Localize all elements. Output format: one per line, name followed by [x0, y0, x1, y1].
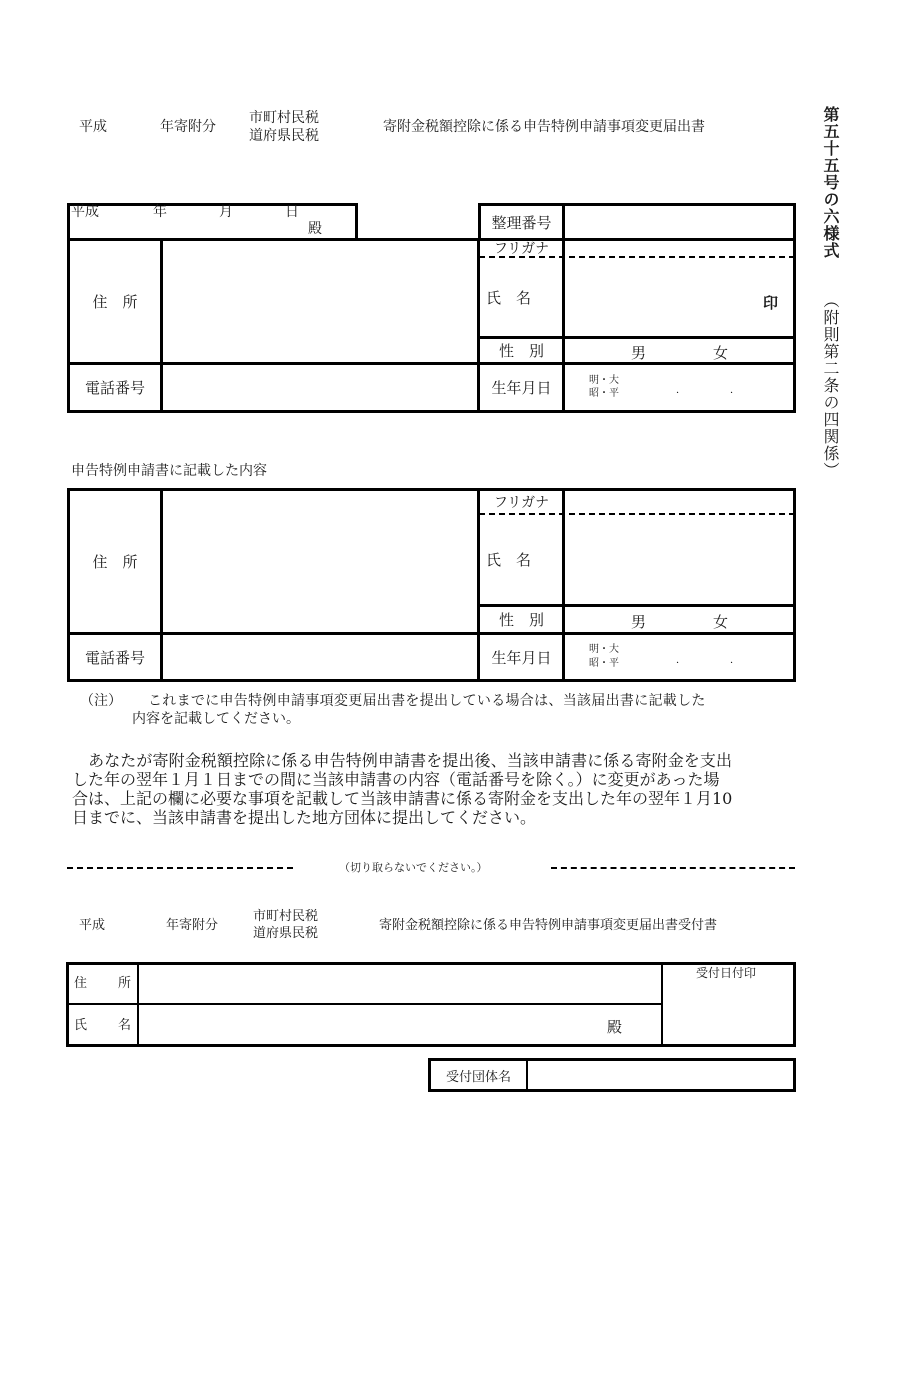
header-year-suffix: 年寄附分	[160, 119, 216, 135]
birth-date-separator: ．	[730, 655, 740, 666]
form-number-note: （附則第二条の四関係）	[821, 292, 840, 479]
phone-label: 電話番号	[84, 379, 145, 397]
date-month[interactable]: 月	[219, 204, 233, 220]
birth-era-options-1[interactable]: 明・大	[589, 375, 619, 386]
birth-date-separator: ．	[676, 385, 686, 396]
receipt-tax-type-municipal: 市町村民税	[253, 909, 319, 924]
prev-furigana-field[interactable]	[566, 491, 793, 512]
header-tax-type-municipal: 市町村民税	[249, 110, 319, 126]
prev-birth-label: 生年月日	[491, 648, 552, 667]
prev-gender-option-female[interactable]: 女	[713, 613, 729, 631]
instructions-line-3: 合は、上記の欄に必要な事項を記載して当該申請書に係る寄附金を支出した年の翌年１月10	[72, 789, 733, 808]
receipt-honorific: 殿	[607, 1018, 623, 1036]
phone-field[interactable]	[164, 365, 476, 410]
address-label: 住 所	[92, 293, 138, 311]
date-honorific: 殿	[308, 221, 322, 237]
receipt-tax-type-prefectural: 道府県民税	[253, 926, 319, 941]
gender-option-male[interactable]: 男	[631, 344, 647, 362]
date-era: 平成	[71, 204, 99, 220]
page-title: 寄附金税額控除に係る申告特例申請事項変更届出書	[383, 119, 705, 135]
date-year[interactable]: 年	[153, 204, 167, 220]
header-era: 平成	[79, 119, 107, 135]
furigana-label: フリガナ	[493, 241, 550, 257]
receipt-name-label-1: 氏	[74, 1018, 88, 1033]
name-label: 氏 名	[485, 288, 531, 307]
birth-label: 生年月日	[491, 379, 552, 397]
note-line-1: これまでに申告特例申請事項変更届出書を提出している場合は、当該届出書に記載した	[148, 693, 706, 709]
receipt-stamp-area	[664, 982, 793, 1044]
instructions-line-4: 日までに、当該申請書を提出した地方団体に提出してください。	[72, 808, 537, 827]
gender-label: 性 別	[498, 342, 544, 360]
prev-address-label: 住 所	[92, 553, 138, 571]
prev-gender-option-male[interactable]: 男	[631, 613, 647, 631]
instructions-line-2: した年の翌年１月１日までの間に当該申請書の内容（電話番号を除く。）に変更があった場	[72, 770, 720, 789]
note-line-2: 内容を記載してください。	[132, 711, 300, 727]
receipt-name-field[interactable]	[140, 1006, 660, 1044]
prev-furigana-label: フリガナ	[493, 495, 550, 511]
birth-date-separator: ．	[676, 655, 686, 666]
cut-line-text: （切り取らないでください。）	[339, 861, 488, 874]
receiving-org-field[interactable]	[529, 1061, 793, 1089]
note-prefix: （注）	[80, 693, 122, 709]
receipt-stamp-label: 受付日付印	[696, 966, 757, 980]
prev-phone-label: 電話番号	[84, 648, 145, 667]
receipt-address-field[interactable]	[140, 965, 660, 1002]
instructions-line-1: あなたが寄附金税額控除に係る申告特例申請書を提出後、当該申請書に係る寄附金を支出	[72, 751, 733, 770]
header-tax-type-prefectural: 道府県民税	[249, 128, 319, 144]
ref-number-label: 整理番号	[491, 213, 552, 232]
receipt-name-label-2: 名	[118, 1018, 132, 1033]
date-day[interactable]: 日	[285, 204, 299, 220]
receipt-address-label-1: 住	[74, 976, 88, 991]
previous-info-title: 申告特例申請書に記載した内容	[71, 463, 267, 479]
prev-gender-label: 性 別	[498, 611, 544, 629]
prev-name-field[interactable]	[566, 516, 793, 604]
form-number: 第五十五号の六様式	[821, 106, 840, 259]
prev-birth-era-options-2[interactable]: 昭・平	[589, 658, 619, 669]
name-field[interactable]	[566, 259, 793, 336]
prev-phone-field[interactable]	[164, 635, 476, 679]
receipt-address-label-2: 所	[118, 976, 132, 991]
prev-birth-era-options-1[interactable]: 明・大	[589, 644, 619, 655]
cut-line-left	[67, 867, 293, 869]
birth-date-separator: ．	[730, 385, 740, 396]
birth-era-options-2[interactable]: 昭・平	[589, 388, 619, 399]
receiving-org-label: 受付団体名	[445, 1069, 511, 1085]
cut-line-right	[551, 867, 795, 869]
prev-address-field[interactable]	[164, 491, 476, 632]
seal-mark: 印	[763, 294, 779, 312]
receipt-era: 平成	[79, 918, 106, 933]
gender-option-female[interactable]: 女	[713, 344, 729, 362]
receipt-title: 寄附金税額控除に係る申告特例申請事項変更届出書受付書	[379, 918, 718, 933]
receipt-year-suffix: 年寄附分	[166, 918, 219, 933]
prev-name-label: 氏 名	[485, 551, 531, 569]
address-field[interactable]	[164, 241, 476, 362]
furigana-field[interactable]	[566, 241, 793, 256]
ref-number-field[interactable]	[566, 206, 793, 238]
